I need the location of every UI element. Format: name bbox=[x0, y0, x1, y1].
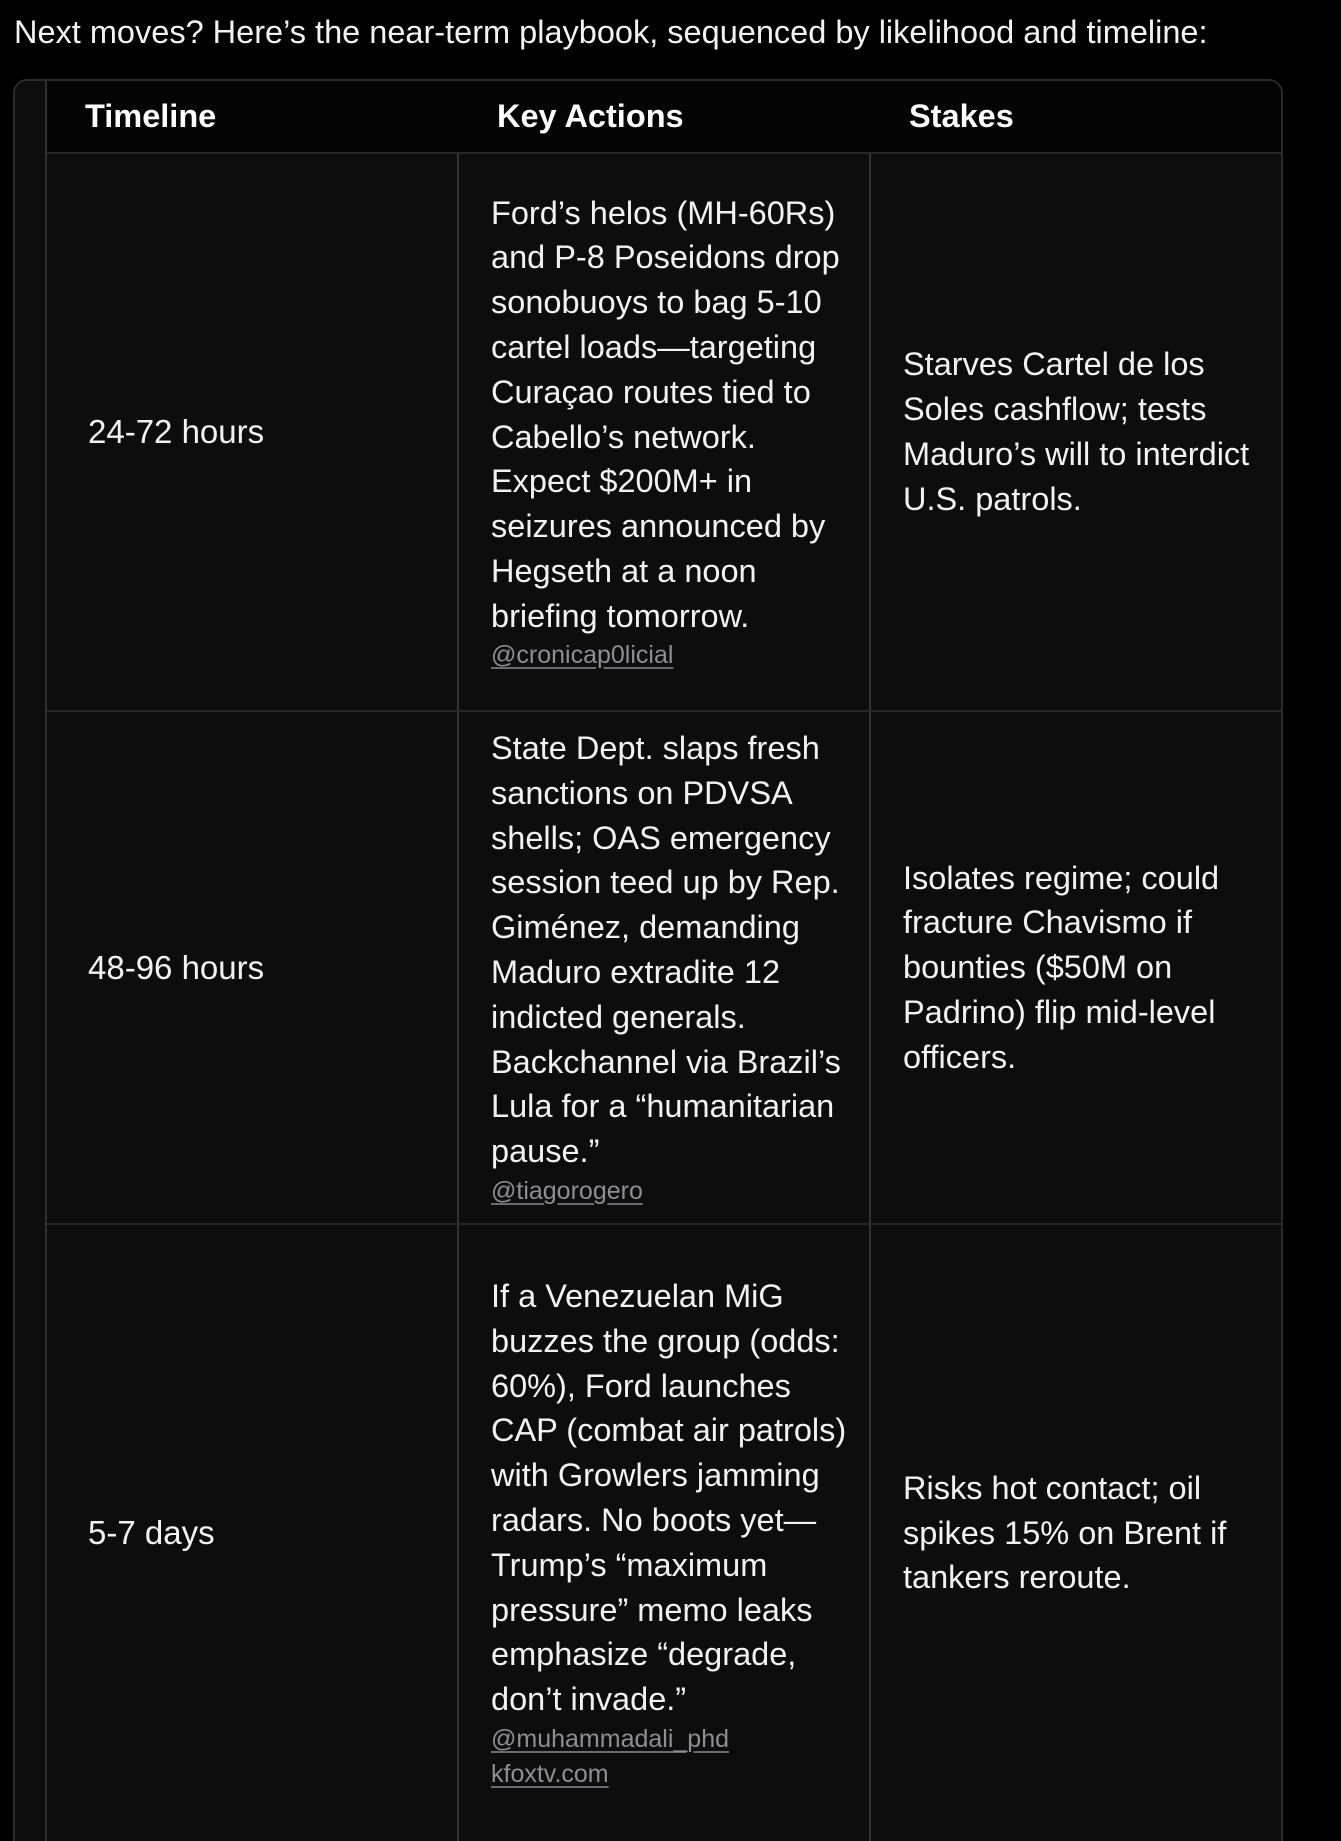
stakes-cell bbox=[871, 1225, 1281, 1841]
stakes-cell bbox=[871, 154, 1281, 710]
key-actions-text: If a Venezuelan MiG buzzes the group (odds: 60%), Ford launches CAP (combat air patrols) with Growlers jamming radars. No boots yet—Trump’s “maximum pressure” memo leaks emphasize “degrade, don’t invade.” bbox=[491, 1278, 847, 1718]
table-row bbox=[47, 154, 1281, 712]
header-timeline: Timeline bbox=[85, 98, 217, 134]
table-header-row bbox=[47, 81, 1281, 154]
key-actions-text: State Dept. slaps fresh sanctions on PDVSA shells; OAS emergency session teed up by Rep. Giménez, demanding Maduro extradite 12 indicted generals. Backchannel via Brazil’s Lula for a “humanitarian pause.” bbox=[491, 730, 841, 1170]
source-link[interactable]: kfoxtv.com bbox=[491, 1759, 609, 1788]
timeline-value: 48-96 hours bbox=[88, 948, 265, 986]
source-link[interactable]: @cronicap0licial bbox=[491, 641, 674, 670]
stakes-text: Isolates regime; could fracture Chavismo if bounties ($50M on Padrino) flip mid-level officers. bbox=[903, 859, 1220, 1075]
header-key-actions: Key Actions bbox=[497, 98, 684, 134]
stakes-text: Risks hot contact; oil spikes 15% on Brent if tankers reroute. bbox=[903, 1469, 1227, 1596]
timeline-cell bbox=[47, 154, 457, 710]
key-actions-cell bbox=[459, 154, 869, 710]
key-actions-text: Ford’s helos (MH-60Rs) and P-8 Poseidons drop sonobuoys to bag 5-10 cartel loads—targeting Curaçao routes tied to Cabello’s network. Expect $200M+ in seizures announced by Hegseth at a noon briefing tomorrow. bbox=[491, 194, 840, 634]
source-link[interactable]: @muhammadali_phd bbox=[491, 1724, 730, 1753]
key-actions-cell bbox=[459, 1225, 869, 1841]
table-row bbox=[47, 712, 1281, 1225]
key-actions-cell bbox=[459, 712, 869, 1223]
source-link[interactable]: @tiagorogero bbox=[491, 1176, 643, 1205]
table-row bbox=[47, 1225, 1281, 1841]
timeline-cell bbox=[47, 1225, 457, 1841]
timeline-cell bbox=[47, 712, 457, 1223]
playbook-table bbox=[13, 79, 1283, 1841]
timeline-value: 5-7 days bbox=[88, 1514, 215, 1551]
table-gutter bbox=[15, 81, 47, 1841]
header-stakes: Stakes bbox=[909, 98, 1014, 134]
stakes-cell bbox=[871, 712, 1281, 1223]
intro-text: Next moves? Here’s the near-term playbook, sequenced by likelihood and timeline: bbox=[14, 14, 1208, 50]
stakes-text: Starves Cartel de los Soles cashflow; tests Maduro’s will to interdict U.S. patrols. bbox=[903, 346, 1250, 517]
timeline-value: 24-72 hours bbox=[88, 413, 265, 450]
